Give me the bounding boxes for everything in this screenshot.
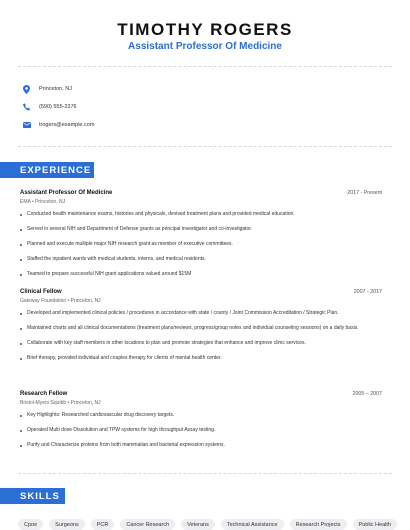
section-heading-skills: SKILLS (0, 488, 65, 504)
bullet-item: Key Highlights: Researched cardiovascular drug discovery targets. (20, 412, 382, 419)
skill-tag: Technical Assistance (221, 519, 284, 530)
job-dates: 2007 - 2017 (353, 289, 382, 295)
skill-tag: Surgeons (49, 519, 85, 530)
job-title: Clinical Fellow (20, 289, 62, 295)
bullet-item: Developed and implemented clinical policies / procedures in accordance with state / county / Joint Commission Accreditation / Strategic Plan. (20, 310, 382, 317)
section-heading-experience: EXPERIENCE (0, 162, 94, 178)
bullet-item: Operated Multi dose Dissolution and TPW systems for high throughput Assay testing. (20, 427, 382, 434)
location-text: Princeton, NJ (39, 86, 73, 92)
job-organization: Bristol-Myers Squibb • Princeton, NJ (20, 400, 101, 406)
email-text[interactable]: trogers@example.com (39, 122, 95, 128)
job-bullets (20, 211, 382, 278)
bullet-item: Brief therapy, provided individual and couples therapy for clients of mental health center. (20, 355, 382, 362)
job-title-header: Assistant Professor Of Medicine (128, 41, 282, 52)
contact-location (22, 83, 72, 95)
bullet-item: Planned and execute multiple major NIH research grant as member of executive committees. (20, 241, 382, 248)
skill-tag: Cancer Research (120, 519, 175, 530)
job-organization: EMA • Princeton, NJ (20, 199, 66, 205)
skill-tag: Public Health (353, 519, 397, 530)
job-title: Research Fellow (20, 391, 68, 397)
bullet-item: Staffed the inpatient wards with medical students, interns, and medical residents. (20, 256, 382, 263)
bullet-item: Purify and Characterize proteins from both mammalian and bacterial expression systems. (20, 442, 382, 449)
skill-tag: Cpoe (18, 519, 43, 530)
skill-tag: Research Projects (290, 519, 347, 530)
skills-list (18, 519, 397, 530)
job-bullets (20, 310, 382, 362)
job-organization: Gateway Foundation • Princeton, NJ (20, 298, 101, 304)
bullet-item: Collaborate with key staff members in other locations to plan and promote strategies that enhance and improve clinic services. (20, 340, 382, 347)
candidate-name: TIMOTHY ROGERS (117, 20, 293, 39)
bullet-item: Maintained charts and all clinical documentations (treatment plans/reviews, progress/group notes and individual counseling sessions) on a daily basis. (20, 325, 382, 332)
job-dates: 2005 – 2007 (352, 391, 382, 397)
job-title: Assistant Professor Of Medicine (20, 190, 113, 196)
divider (18, 66, 392, 67)
divider (18, 146, 392, 147)
skill-tag: PCR (91, 519, 115, 530)
contact-email (22, 119, 94, 131)
envelope-icon (22, 121, 31, 130)
bullet-item: Served in several NIH and Department of Defense grants as principal investigator and co-investigator. (20, 226, 382, 233)
skill-tag: Veterans (181, 519, 215, 530)
bullet-item: Teamed to prepare successful NIH grant applications valued around $15M (20, 271, 382, 278)
contact-phone (22, 101, 77, 113)
bullet-item: Conducted health maintenance exams, histories and physicals, devised treatment plans and provided medical education. (20, 211, 382, 218)
experience-entry (20, 190, 382, 286)
phone-icon (22, 103, 31, 112)
job-dates: 2017 - Present (347, 190, 382, 196)
experience-entry (20, 391, 382, 457)
location-pin-icon (22, 85, 31, 94)
job-bullets (20, 412, 382, 449)
phone-text[interactable]: (590) 555-2376 (39, 104, 77, 110)
divider (18, 473, 392, 474)
experience-entry (20, 289, 382, 370)
